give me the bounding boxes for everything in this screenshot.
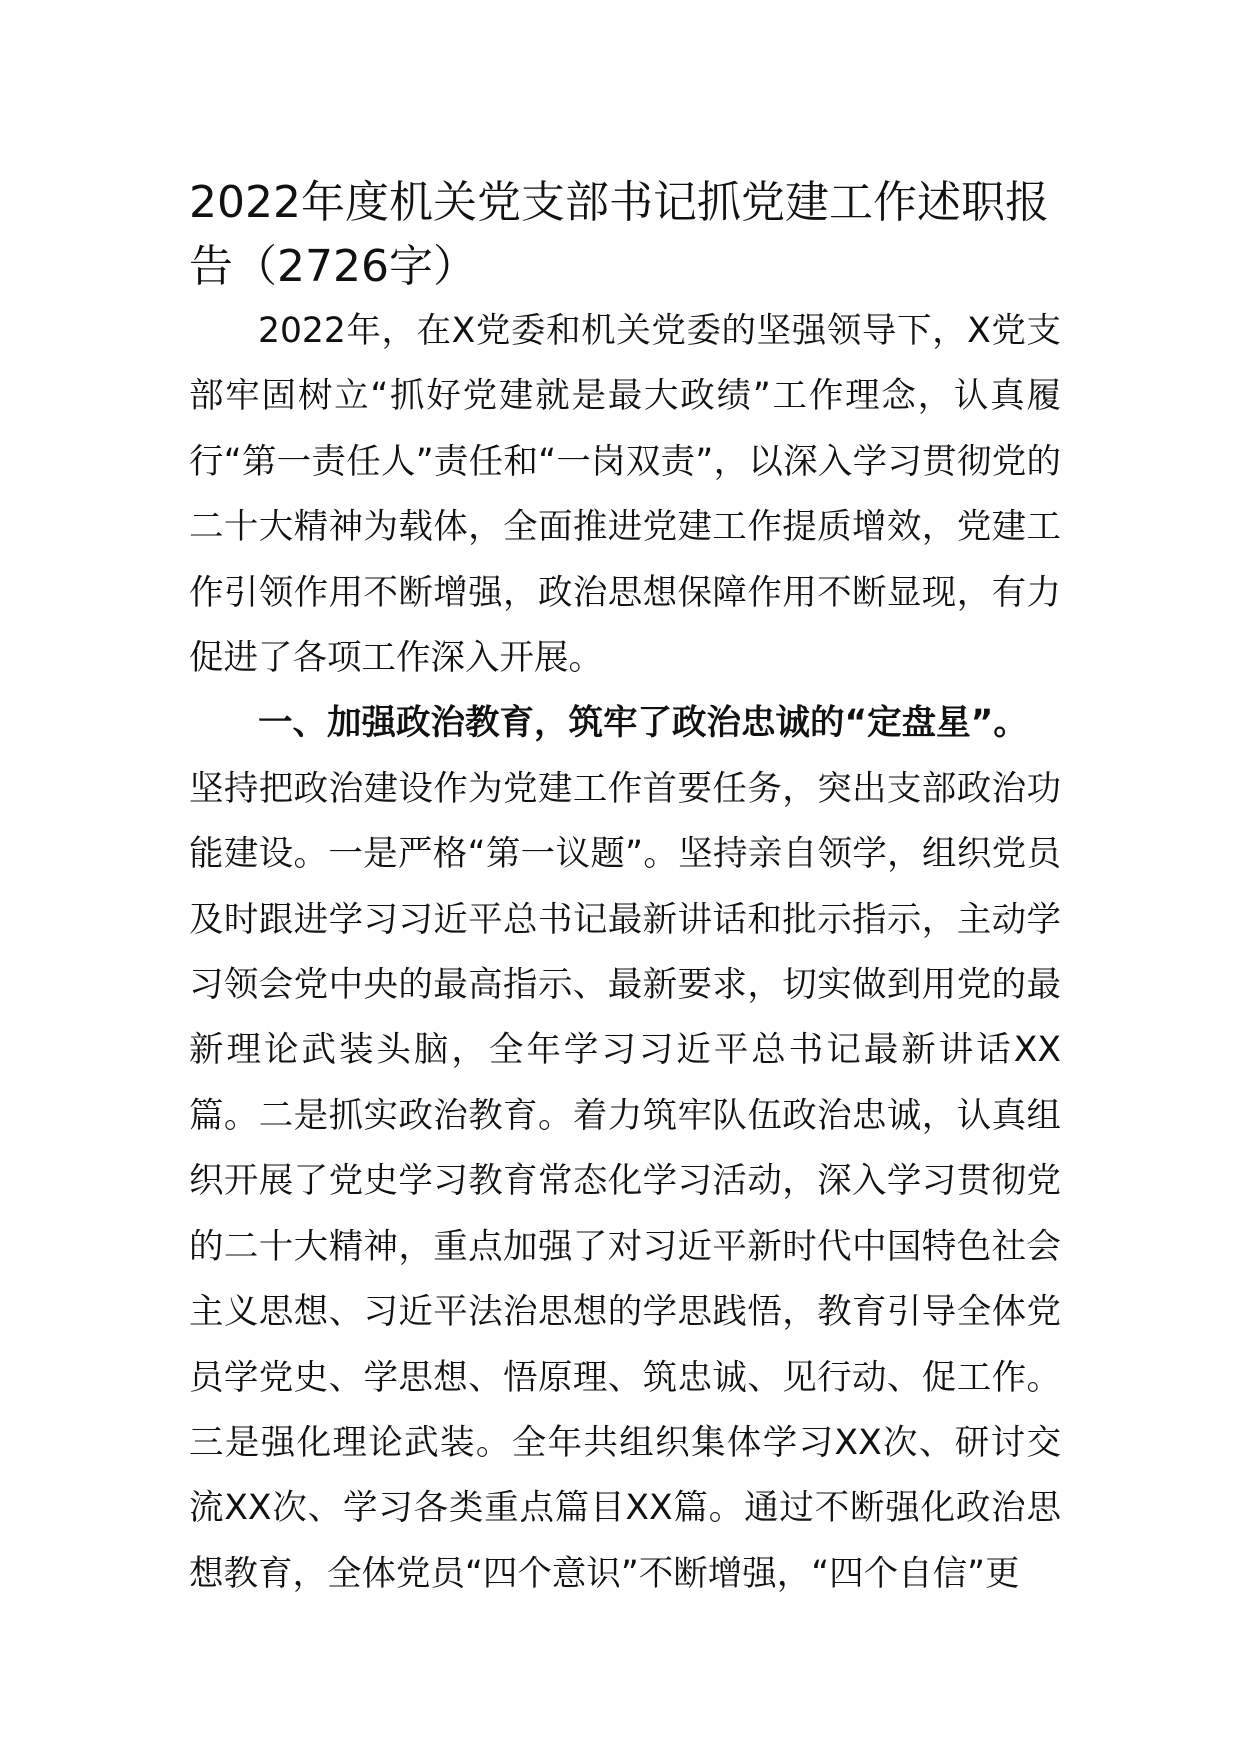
- document-page: [189, 171, 1061, 1607]
- intro-paragraph: 2022年，在X党委和机关党委的坚强领导下，X党支部牢固树立“抓好党建就是最大政绩”工作理念，认真履行“第一责任人”责任和“一岗双责”，以深入学习贯彻党的二十大精神为载体，全面推进党建工作提质增效，党建工作引领作用不断增强，政治思想保障作用不断显现，有力促进了各项工作深入开展。: [189, 311, 1061, 679]
- section-body-paragraph: 坚持把政治建设作为党建工作首要任务，突出支部政治功能建设。一是严格“第一议题”。坚持亲自领学，组织党员及时跟进学习习近平总书记最新讲话和批示指示，主动学习领会党中央的最高指示、最新要求，切实做到用党的最新理论武装头脑，全年学习习近平总书记最新讲话XX篇。二是抓实政治教育。着力筑牢队伍政治忠诚，认真组织开展了党史学习教育常态化学习活动，深入学习贯彻党的二十大精神，重点加强了对习近平新时代中国特色社会主义思想、习近平法治思想的学思践悟，教育引导全体党员学党史、学思想、悟原理、筑忠诚、见行动、促工作。三是强化理论武装。全年共组织集体学习XX次、研讨交流XX次、学习各类重点篇目XX篇。通过不断强化政治思想教育，全体党员“四个意识”不断增强，“四个自信”更: [189, 768, 1061, 1594]
- document-title: 2022年度机关党支部书记抓党建工作述职报告（2726字）: [189, 177, 1049, 292]
- section-heading: 一、加强政治教育，筑牢了政治忠诚的“定盘星”。: [258, 703, 1028, 744]
